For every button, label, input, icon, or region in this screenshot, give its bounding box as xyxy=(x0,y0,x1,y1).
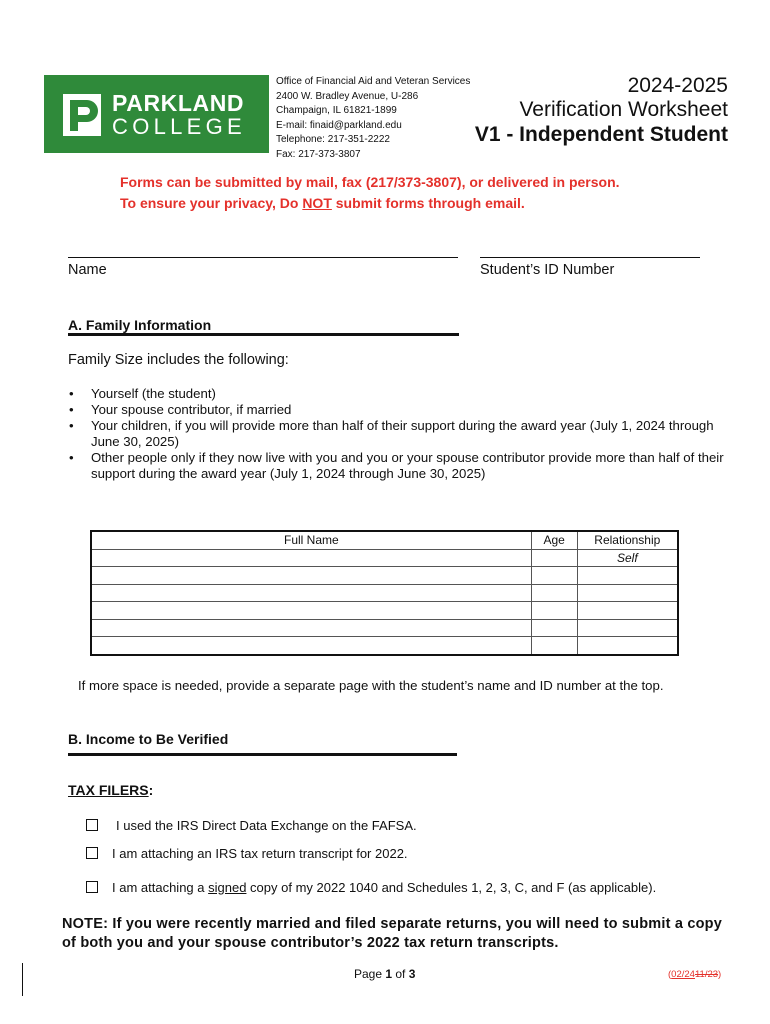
tax-filers-label: TAX FILERS xyxy=(68,782,149,798)
family-size-intro: Family Size includes the following: xyxy=(68,352,289,368)
page-number xyxy=(354,967,415,981)
checkbox[interactable] xyxy=(86,819,98,831)
table-row xyxy=(91,637,678,655)
parkland-p-icon xyxy=(63,94,101,136)
full-name-cell[interactable] xyxy=(91,567,531,585)
married-filing-note: NOTE: If you were recently married and filed separate returns, you will need to submit a copy of both you and your spouse contributor’s 2022 tax return transcripts. xyxy=(62,916,722,951)
option-irs-ddx-label: I used the IRS Direct Data Exchange on the FAFSA. xyxy=(116,818,417,833)
privacy-notice-pre: To ensure your privacy, Do xyxy=(120,195,303,211)
rev-old: 11/23 xyxy=(694,969,719,980)
option-tax-transcript-label: I am attaching an IRS tax return transcript for 2022. xyxy=(112,846,408,861)
full-name-cell[interactable] xyxy=(91,637,531,655)
checkbox[interactable] xyxy=(86,881,98,893)
office-email: E-mail: finaid@parkland.edu xyxy=(276,119,402,131)
name-field-line[interactable] xyxy=(68,257,458,258)
option-signed-1040-pre: I am attaching a xyxy=(112,880,209,895)
logo-word-college: COLLEGE xyxy=(112,114,247,139)
relationship-cell[interactable] xyxy=(577,602,678,620)
list-item: • Your children, if you will provide more than half of their support during the award year (July 1, 2024 through June 30, 2025) xyxy=(69,418,729,450)
worksheet-title: Verification Worksheet xyxy=(519,98,728,121)
submission-notice: Forms can be submitted by mail, fax (217/373-3807), or delivered in person. xyxy=(120,174,620,190)
logo-word-parkland: PARKLAND xyxy=(112,90,245,116)
section-b-rule xyxy=(68,753,457,756)
student-id-label: Student’s ID Number xyxy=(480,262,615,278)
office-phone: Telephone: 217-351-2222 xyxy=(276,134,390,146)
option-signed-1040[interactable] xyxy=(86,880,656,895)
full-name-cell[interactable] xyxy=(91,584,531,602)
revision-date xyxy=(668,969,721,980)
list-item: • Yourself (the student) xyxy=(69,386,729,402)
age-cell[interactable] xyxy=(531,567,577,585)
office-fax: Fax: 217-373-3807 xyxy=(276,148,361,160)
table-header-row xyxy=(91,531,678,549)
name-label: Name xyxy=(68,262,107,278)
award-year: 2024-2025 xyxy=(627,74,728,97)
relationship-cell[interactable] xyxy=(577,619,678,637)
office-address-2: Champaign, IL 61821-1899 xyxy=(276,105,397,117)
tax-filers-heading xyxy=(68,782,153,798)
option-signed-1040-em: signed xyxy=(208,880,247,895)
page-pre: Page xyxy=(354,967,386,981)
table-row xyxy=(91,567,678,585)
privacy-notice xyxy=(120,195,525,211)
table-row xyxy=(91,602,678,620)
student-id-field-line[interactable] xyxy=(480,257,700,258)
relationship-cell[interactable] xyxy=(577,567,678,585)
relationship-cell-self: Self xyxy=(577,549,678,567)
full-name-cell[interactable] xyxy=(91,602,531,620)
privacy-notice-post: submit forms through email. xyxy=(331,195,525,211)
option-tax-transcript[interactable] xyxy=(86,846,408,861)
family-members-table xyxy=(90,530,679,656)
age-cell[interactable] xyxy=(531,584,577,602)
option-signed-1040-post: copy of my 2022 1040 and Schedules 1, 2, 3, C, and F (as applicable). xyxy=(246,880,657,895)
option-irs-ddx[interactable] xyxy=(86,818,417,833)
relationship-cell[interactable] xyxy=(577,584,678,602)
column-full-name: Full Name xyxy=(91,531,531,549)
tax-filers-colon: : xyxy=(148,782,154,798)
margin-rule xyxy=(22,963,23,996)
table-row xyxy=(91,584,678,602)
office-contact-block xyxy=(276,75,470,163)
family-size-list xyxy=(69,386,729,482)
section-b-title: B. Income to Be Verified xyxy=(68,731,229,747)
office-name: Office of Financial Aid and Veteran Services xyxy=(276,76,471,87)
list-item: • Other people only if they now live with you and you or your spouse contributor provide more than half of their support during the award year (July 1, 2024 through June 30, 2025) xyxy=(69,450,729,482)
table-row xyxy=(91,549,678,567)
age-cell[interactable] xyxy=(531,602,577,620)
page-total: 3 xyxy=(408,967,416,981)
worksheet-variant: V1 - Independent Student xyxy=(474,123,728,146)
age-cell[interactable] xyxy=(531,637,577,655)
section-a-title: A. Family Information xyxy=(68,317,212,333)
section-a-rule xyxy=(68,333,459,336)
column-age: Age xyxy=(531,531,577,549)
page-current: 1 xyxy=(385,967,393,981)
privacy-notice-not: NOT xyxy=(302,195,332,211)
column-relationship: Relationship xyxy=(577,531,678,549)
table-row xyxy=(91,619,678,637)
page-mid: of xyxy=(392,967,409,981)
office-address-1: 2400 W. Bradley Avenue, U-286 xyxy=(276,90,419,102)
parkland-college-logo xyxy=(44,75,269,153)
list-item: • Your spouse contributor, if married xyxy=(69,402,729,418)
age-cell[interactable] xyxy=(531,619,577,637)
full-name-cell[interactable] xyxy=(91,619,531,637)
more-space-note: If more space is needed, provide a separate page with the student’s name and ID number at the top. xyxy=(78,678,664,693)
full-name-cell[interactable] xyxy=(91,549,531,567)
rev-close: ) xyxy=(718,969,722,980)
age-cell[interactable] xyxy=(531,549,577,567)
rev-new: 02/24 xyxy=(671,969,695,980)
checkbox[interactable] xyxy=(86,847,98,859)
rev-open: ( xyxy=(668,969,672,980)
relationship-cell[interactable] xyxy=(577,637,678,655)
